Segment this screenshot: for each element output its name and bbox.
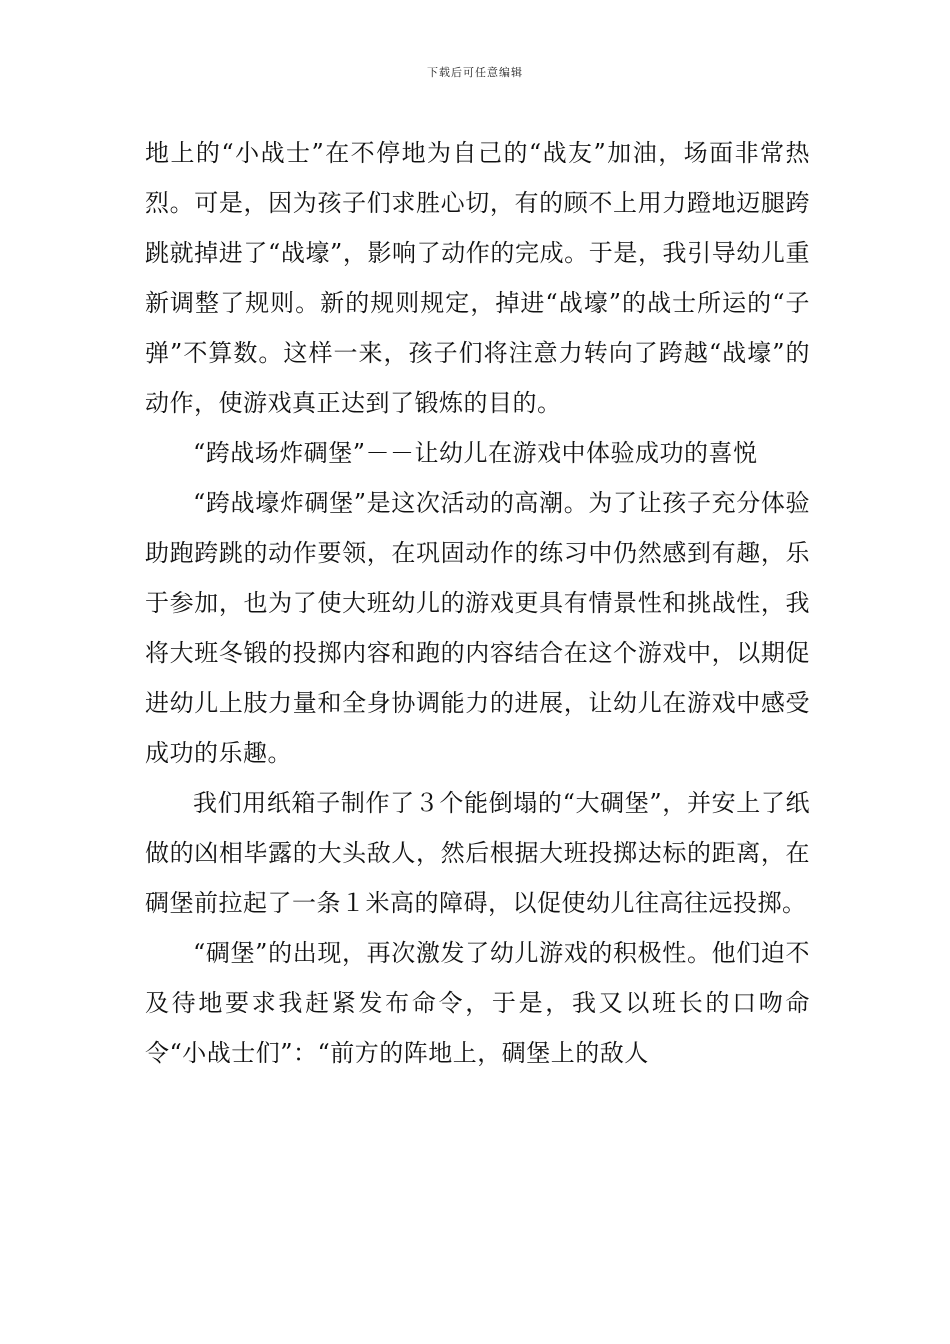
paragraph-bunker: “碉堡”的出现，再次激发了幼儿游戏的积极性。他们迫不及待地要求我赶紧发布命令，于是，我又以班长的口吻命令“小战士们”：“前方的阵地上，碉堡上的敌人 [145, 939, 810, 1067]
paragraph-continuation: 地上的“小战士”在不停地为自己的“战友”加油，场面非常热烈。可是，因为孩子们求胜心切，有的顾不上用力蹬地迈腿跨跳就掉进了“战壕”，影响了动作的完成。于是，我引导幼儿重新调整了规则。新的规则规定，掉进“战壕”的战士所运的“子弹”不算数。这样一来，孩子们将注意力转向了跨越“战壕”的动作，使游戏真正达到了锻炼的目的。 [145, 139, 810, 417]
page-header: 下载后可任意编辑 [427, 66, 523, 79]
paragraph-materials: 我们用纸箱子制作了３个能倒塌的“大碉堡”，并安上了纸做的凶相毕露的大头敌人，然后根据大班投掷达标的距离，在碉堡前拉起了一条１米高的障碍，以促使幼儿往高往远投掷。 [145, 789, 810, 917]
paragraph-climax: “跨战壕炸碉堡”是这次活动的高潮。为了让孩子充分体验助跑跨跳的动作要领，在巩固动作的练习中仍然感到有趣，乐于参加，也为了使大班幼儿的游戏更具有情景性和挑战性，我将大班冬锻的投掷内容和跑的内容结合在这个游戏中，以期促进幼儿上肢力量和全身协调能力的进展，让幼儿在游戏中感受成功的乐趣。 [145, 489, 810, 767]
section-heading: “跨战场炸碉堡”－－让幼儿在游戏中体验成功的喜悦 [193, 439, 758, 467]
document-body [145, 128, 810, 1078]
